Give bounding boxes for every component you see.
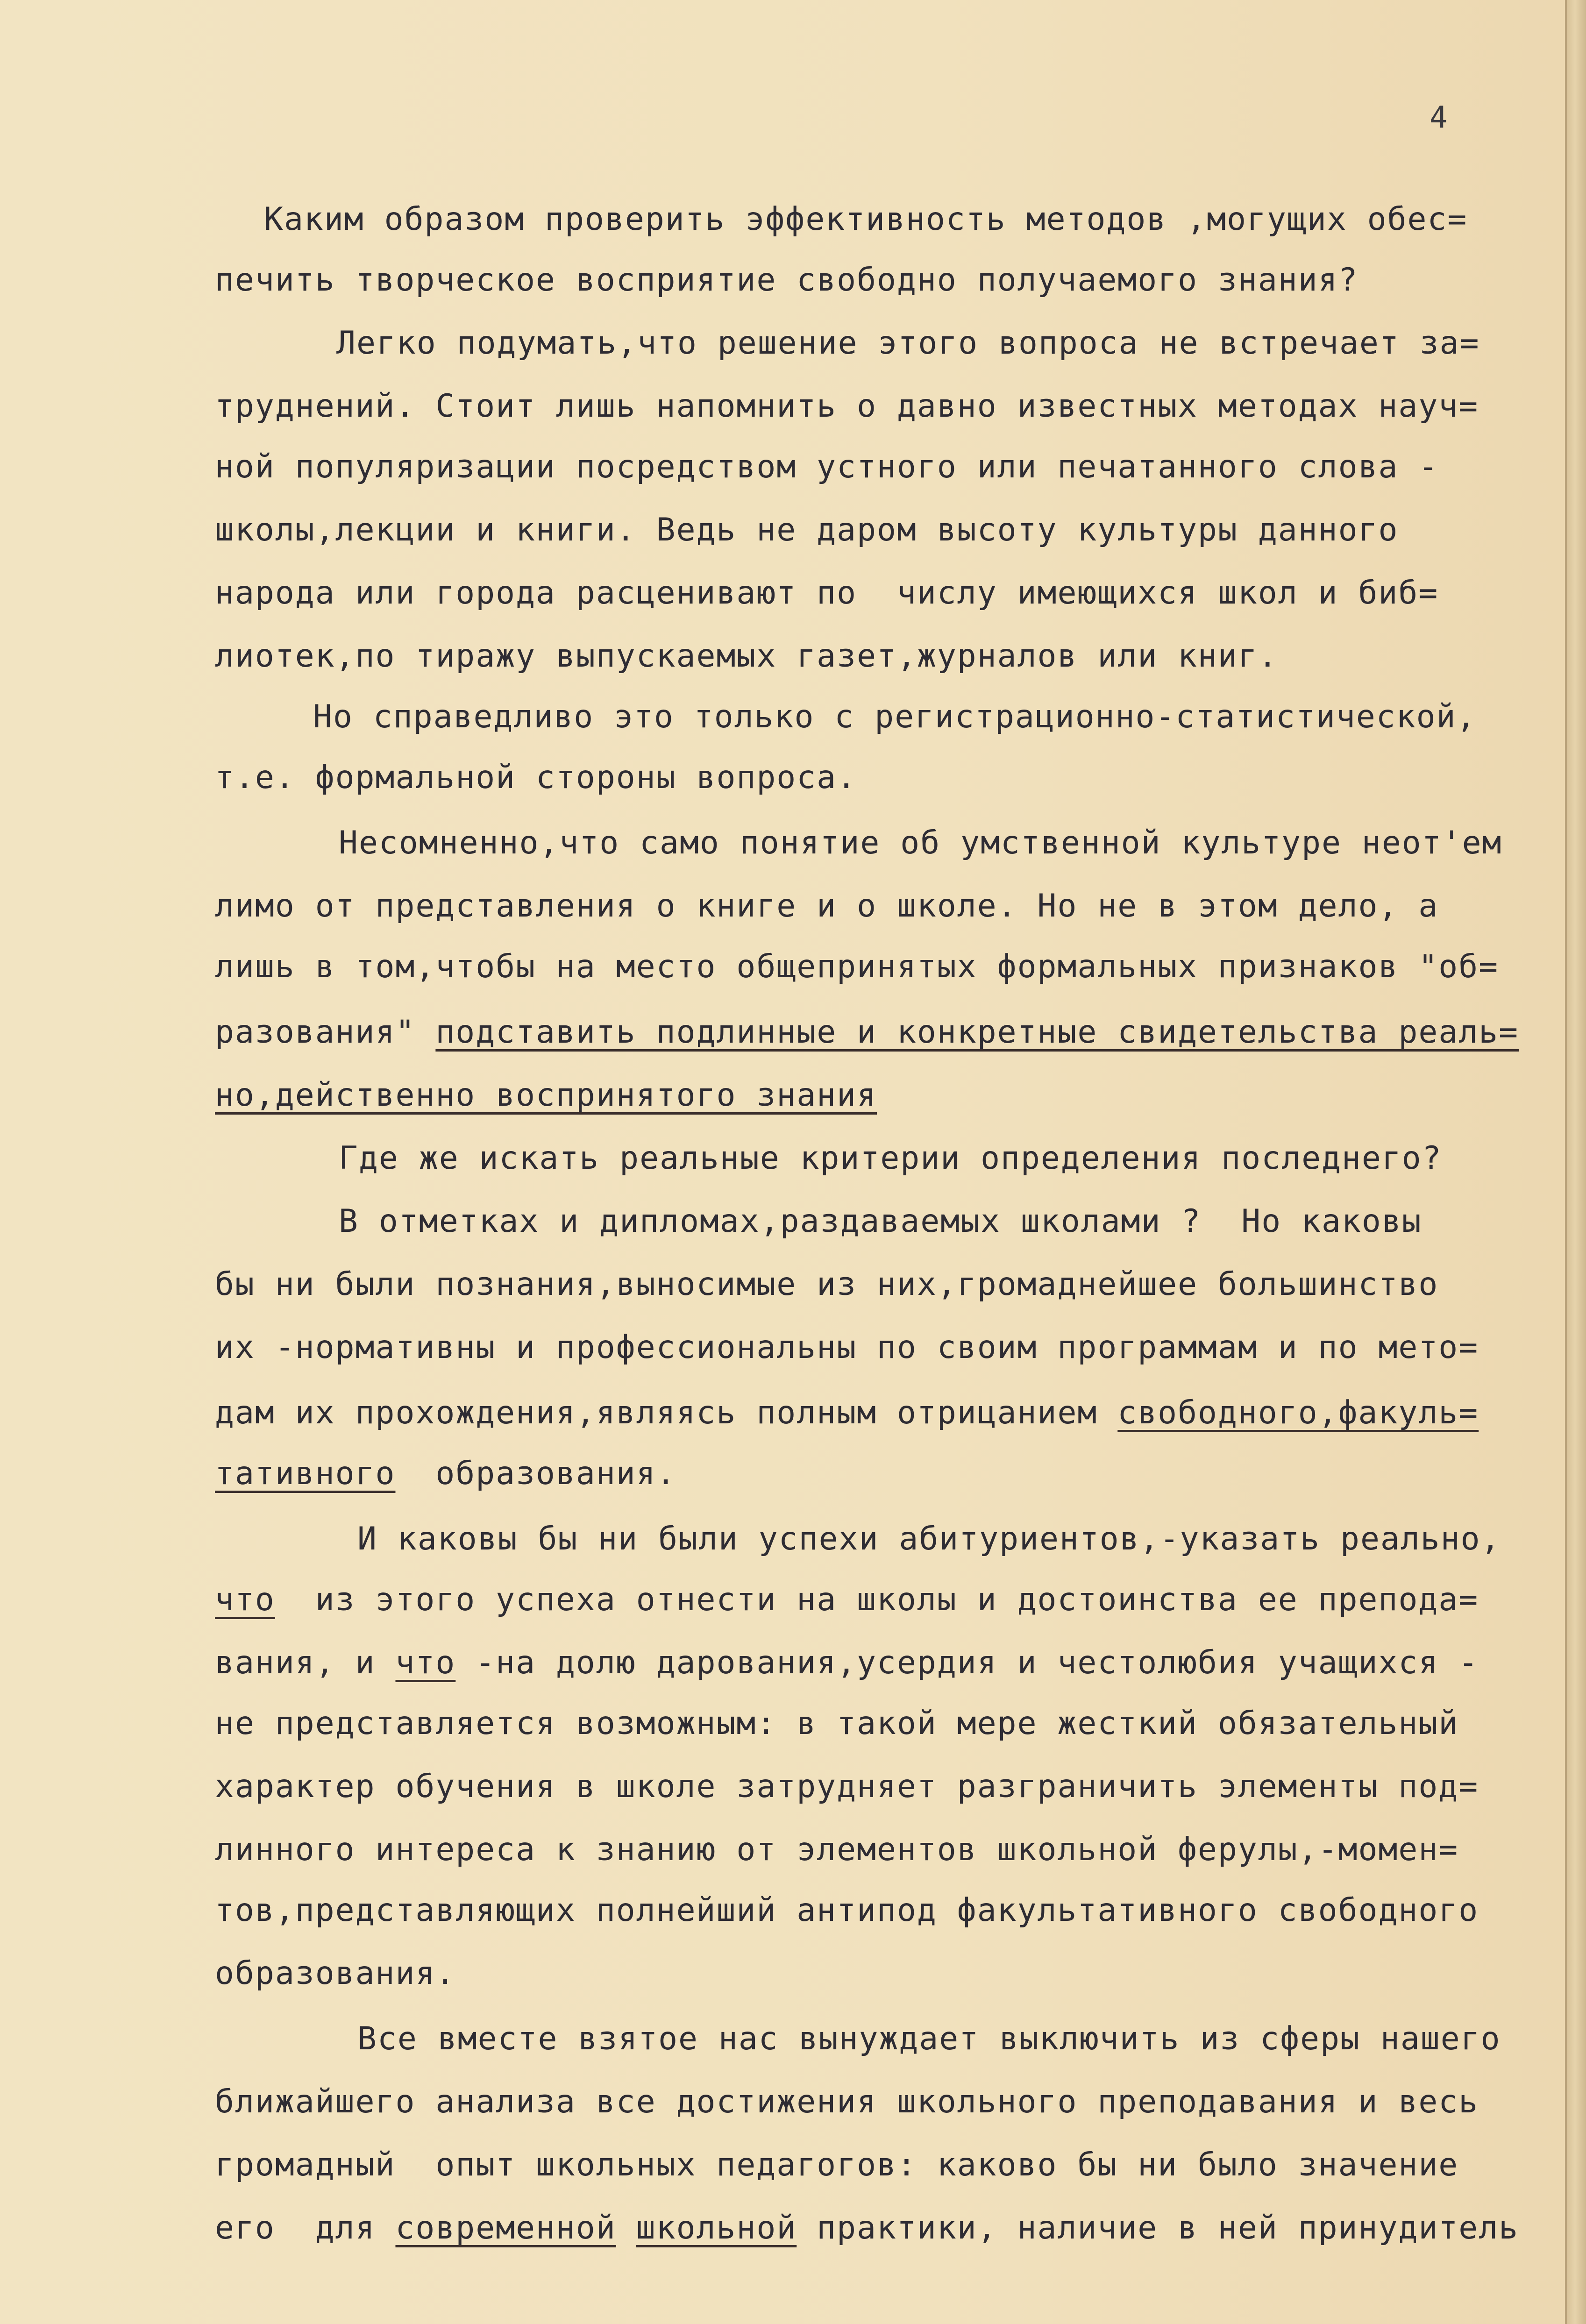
text-line [215,2207,1519,2249]
text-line [215,572,1438,614]
text-line [215,946,1499,988]
underlined-text: подставить подлинные и конкретные свидетельства реаль= [435,1014,1519,1051]
text-line [215,509,1398,551]
text-line [357,2018,1501,2060]
text-line [336,322,1480,364]
text-line [215,1579,1479,1621]
text-line [215,1829,1458,1871]
text-segment: Несомненно,что само понятие об умственной культуре неот'ем [339,824,1502,861]
text-segment: школы,лекции и книги. Ведь не даром высоту культуры данного [215,512,1399,548]
text-segment: из этого успеха отнести на школы и достоинства ее препода= [275,1581,1479,1618]
text-segment: лишь в том,чтобы на место общепринятых формальных признаков "об= [215,948,1499,985]
text-segment: Легко подумать,что решение этого вопроса не встречает за= [336,325,1480,362]
text-line [215,2144,1458,2186]
text-line [215,1074,877,1116]
text-segment: разования" [215,1014,436,1051]
text-segment: печить творческое восприятие свободно получаемого знания? [215,262,1358,298]
text-segment: -на долю дарования,усердия и честолюбия учащихся - [455,1644,1479,1681]
text-segment: практики, наличие в ней принудитель [797,2210,1519,2246]
text-segment: В отметках и дипломах,раздаваемых школами ? Но каковы [339,1203,1422,1240]
text-line [215,259,1358,301]
text-segment: лимо от представления о книге и о школе. Но не в этом дело, а [215,888,1439,924]
text-line [215,885,1438,927]
text-segment: И каковы бы ни были успехи абитуриентов,-указать реально, [357,1521,1501,1557]
text-segment: их -нормативны и профессиональны по своим программам и по мето= [215,1329,1479,1366]
text-segment: Где же искать реальные критерии определения последнего? [339,1140,1442,1177]
text-line [215,1453,676,1495]
text-segment: Но справедливо это только с регистрационно-статистической, [313,698,1477,735]
text-line [215,446,1438,488]
text-segment: Все вместе взятое нас вынуждает выключить из сферы нашего [357,2020,1501,2057]
text-segment: труднений. Стоит лишь напомнить о давно известных методах науч= [215,388,1479,425]
text-line [215,1011,1519,1053]
text-line [215,1890,1479,1932]
text-line [215,1953,455,1995]
text-segment: народа или города расценивают по числу имеющихся школ и биб= [215,575,1439,611]
underlined-text: тативного [215,1455,396,1492]
text-line [215,1392,1479,1434]
text-line [215,1766,1479,1808]
text-segment: лиотек,по тиражу выпускаемых газет,журналов или книг. [215,638,1278,675]
text-line [215,385,1479,427]
text-line [357,1518,1501,1560]
page-edge [1565,0,1586,2324]
underlined-text: свободного,факуль= [1117,1394,1479,1431]
text-segment: линного интереса к знанию от элементов школьной ферулы,-момен= [215,1831,1459,1868]
text-line [215,1264,1438,1306]
underlined-text: но,действенно воспринятого знания [215,1077,877,1114]
text-segment: громадный опыт школьных педагогов: каково бы ни было значение [215,2146,1459,2183]
text-line [339,822,1502,864]
underlined-text: современной [395,2210,616,2246]
text-segment: дам их прохождения,являясь полным отрицанием [215,1394,1118,1431]
text-line [313,696,1477,738]
text-segment: характер обучения в школе затрудняет разграничить элементы под= [215,1768,1479,1805]
underlined-text: что [215,1581,275,1618]
text-line [339,1137,1442,1180]
text-segment: вания, и [215,1644,396,1681]
text-segment: бы ни были познания,выносимые из них,громаднейшее большинство [215,1266,1439,1303]
text-segment: т.е. формальной стороны вопроса. [215,759,857,796]
text-segment: его для [215,2210,396,2246]
text-line [215,2081,1479,2123]
text-line [339,1201,1422,1243]
text-line [215,1703,1458,1745]
text-segment: не представляется возможным: в такой мере жесткий обязательный [215,1705,1459,1742]
underlined-text: что [395,1644,456,1681]
underlined-text: школьной [636,2210,797,2246]
text-segment: тов,представляющих полнейший антипод факультативного свободного [215,1892,1479,1929]
text-segment: ближайшего анализа все достижения школьного преподавания и весь [215,2083,1479,2120]
text-segment: ной популяризации посредством устного или печатанного слова - [215,448,1439,485]
text-line [215,757,857,799]
text-segment [616,2210,636,2246]
text-segment: образования. [215,1955,456,1992]
text-line [215,635,1278,677]
text-line [215,1642,1479,1684]
text-segment: Каким образом проверить эффективность методов ,могущих обес= [264,201,1468,238]
page-number: 4 [1430,100,1448,135]
text-line [264,199,1467,241]
text-segment: образования. [395,1455,676,1492]
text-line [215,1327,1479,1369]
